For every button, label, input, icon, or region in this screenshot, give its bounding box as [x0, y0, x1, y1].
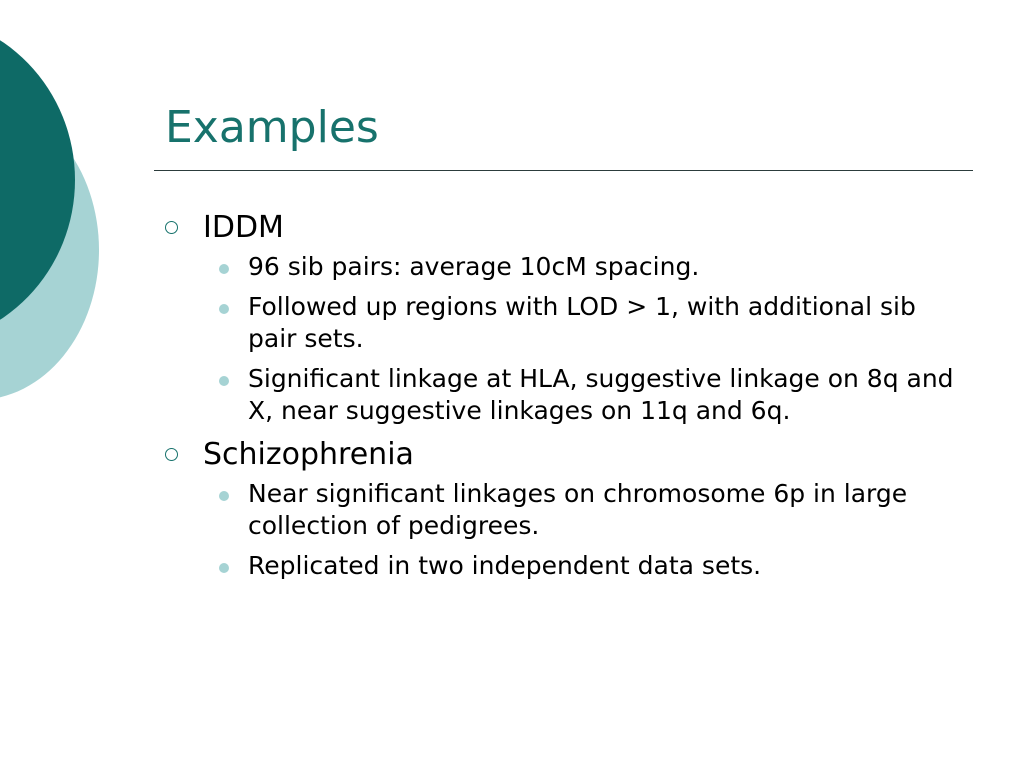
section-heading-text: Schizophrenia: [203, 437, 414, 472]
section-heading-text: IDDM: [203, 210, 284, 245]
section-heading: [165, 208, 965, 248]
dot-bullet-icon: [219, 264, 229, 274]
bullet-item: [165, 478, 965, 542]
dot-bullet-icon: [219, 376, 229, 386]
dot-bullet-icon: [219, 491, 229, 501]
section-iddm: [165, 208, 965, 427]
bullet-text: 96 sib pairs: average 10cM spacing.: [248, 252, 700, 281]
section-schizophrenia: [165, 435, 965, 582]
bullet-item: [165, 550, 965, 582]
slide-content: [165, 208, 965, 590]
slide-title: Examples: [165, 102, 379, 153]
bullet-text: Followed up regions with LOD > 1, with additional sib pair sets.: [248, 292, 916, 353]
dot-bullet-icon: [219, 563, 229, 573]
bullet-list: [165, 478, 965, 582]
bullet-item: [165, 251, 965, 283]
bullet-text: Replicated in two independent data sets.: [248, 551, 762, 580]
hollow-circle-bullet-icon: [165, 221, 178, 234]
bullet-text: Near significant linkages on chromosome 6p in large collection of pedigrees.: [248, 479, 908, 540]
title-divider: [154, 170, 973, 171]
section-heading: [165, 435, 965, 475]
bullet-item: [165, 291, 965, 355]
bullet-text: Significant linkage at HLA, suggestive linkage on 8q and X, near suggestive linkages on 11q and 6q.: [248, 364, 954, 425]
dot-bullet-icon: [219, 304, 229, 314]
bullet-item: [165, 363, 965, 427]
hollow-circle-bullet-icon: [165, 448, 178, 461]
bullet-list: [165, 251, 965, 427]
